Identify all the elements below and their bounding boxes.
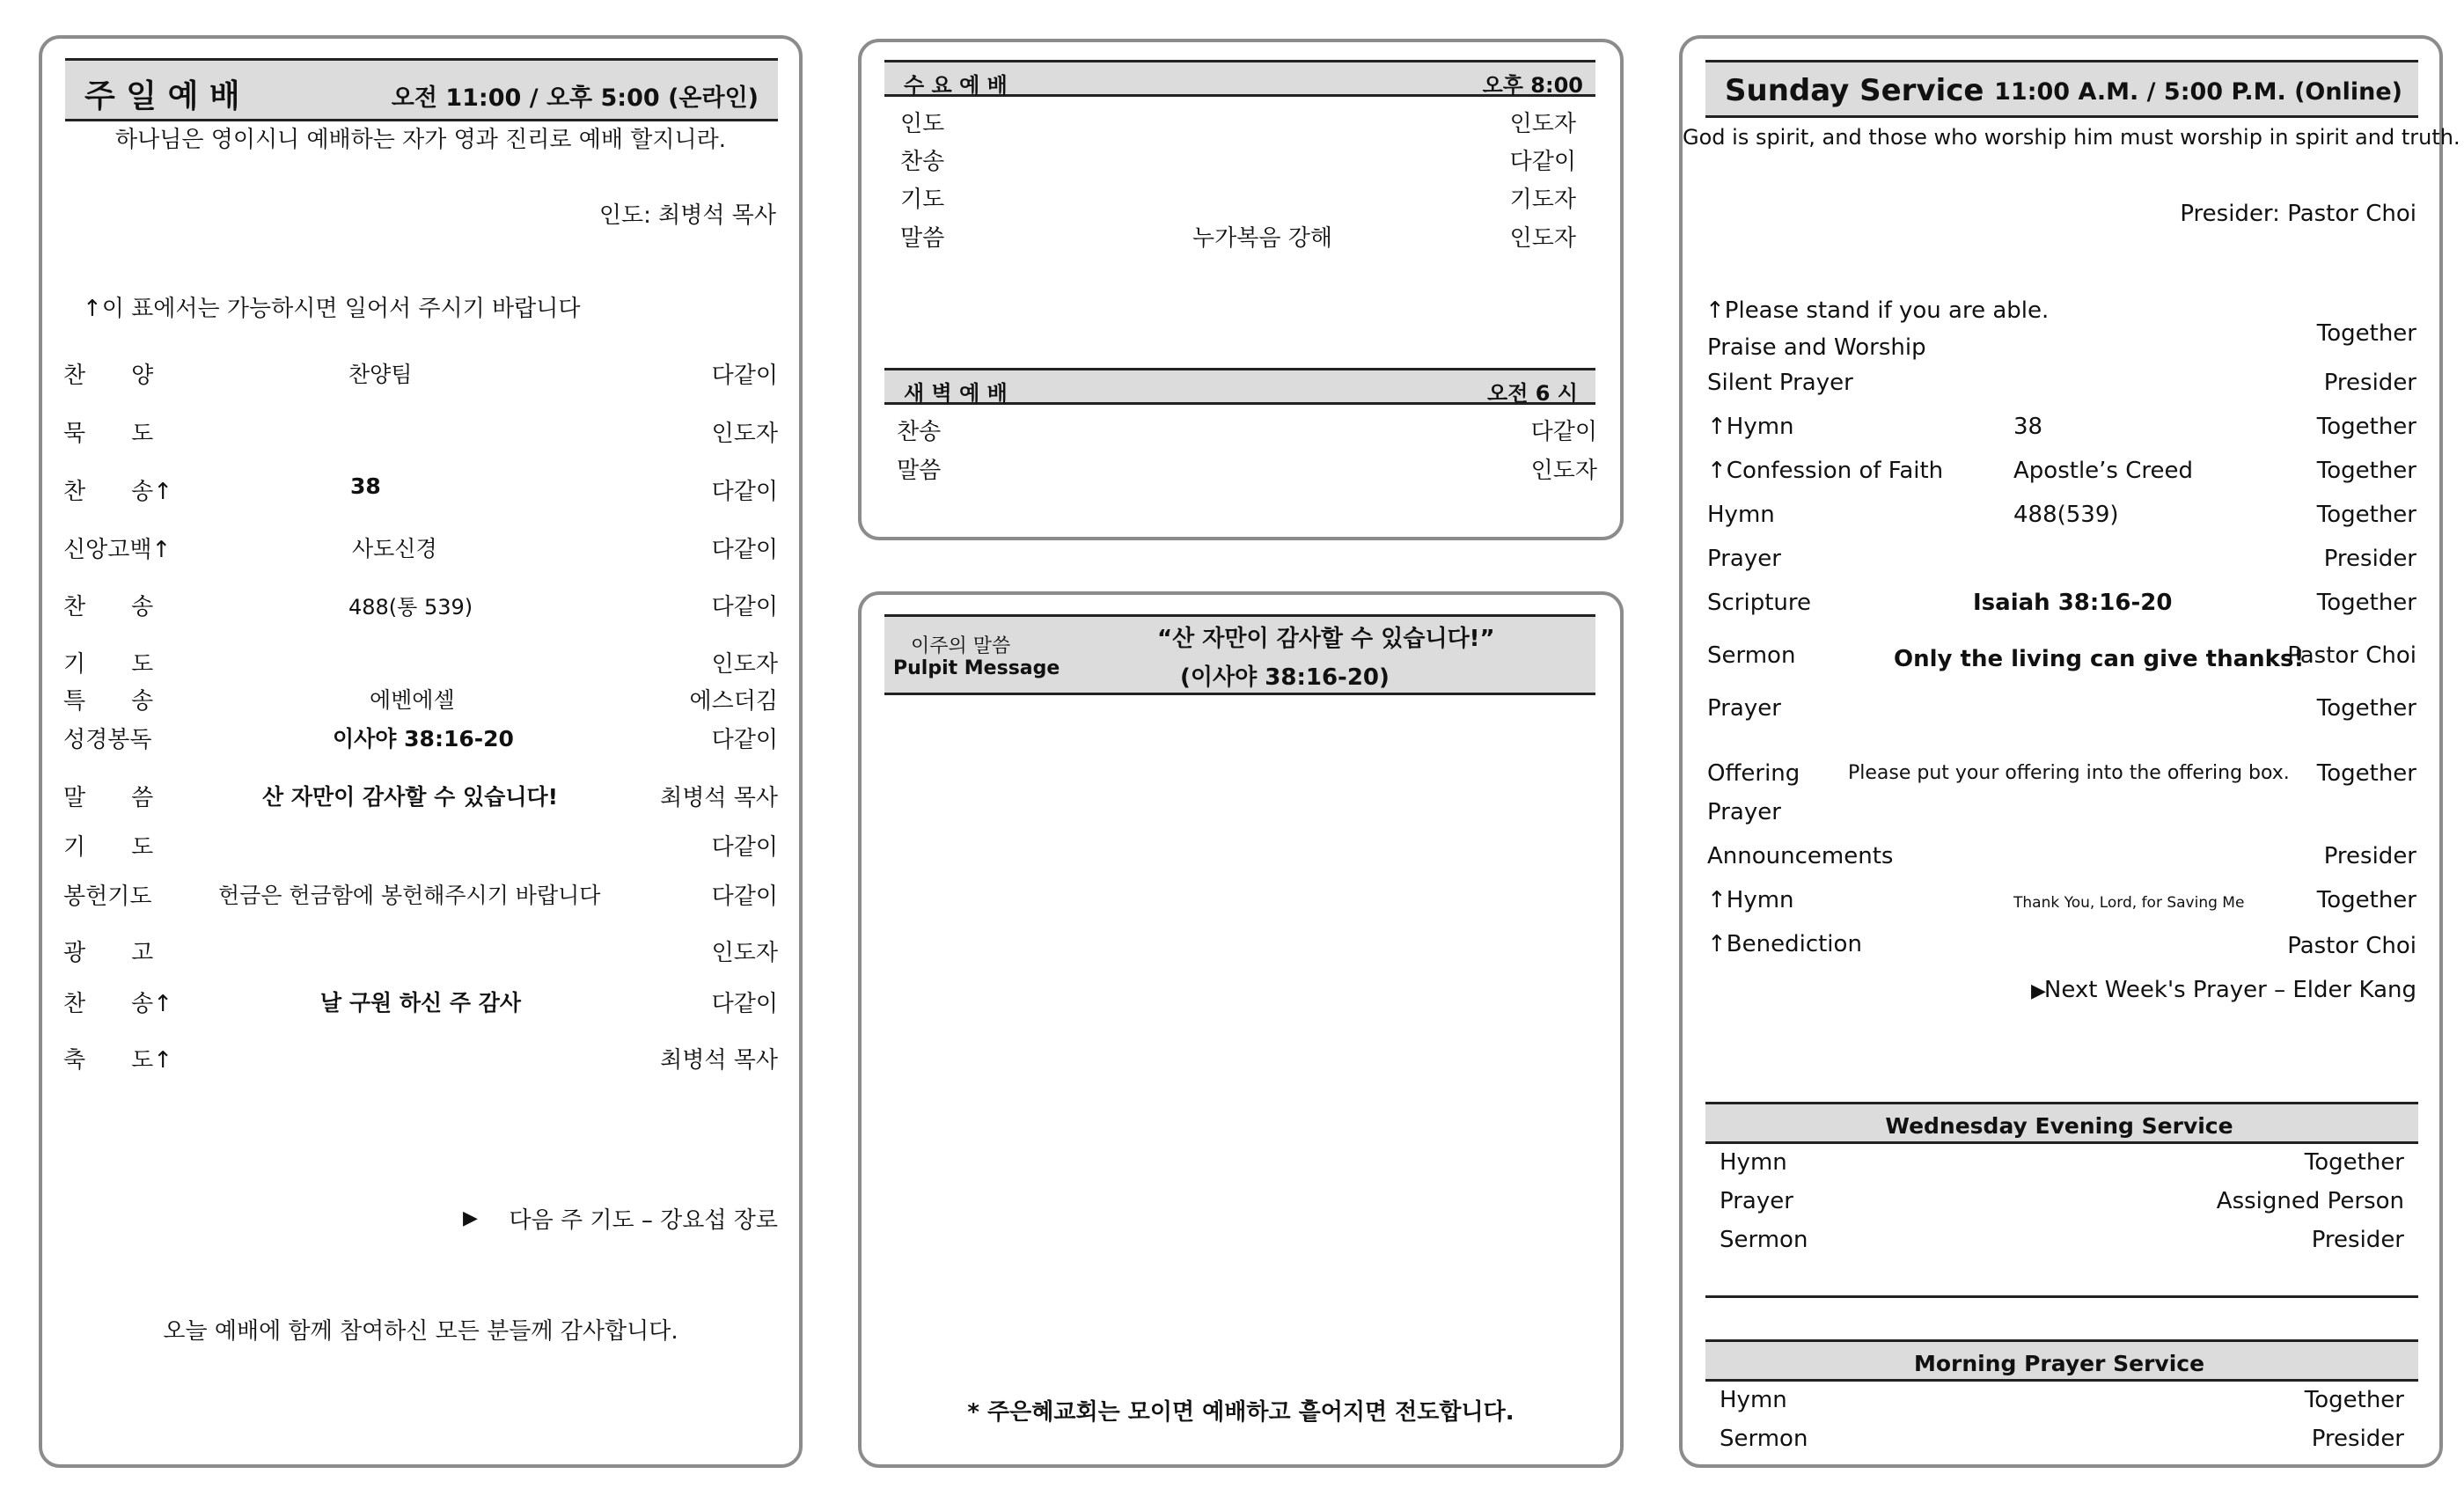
pulpit-header bbox=[884, 614, 1595, 695]
church-motto: * 주은혜교회는 모이면 예배하고 흩어지면 전도합니다. bbox=[967, 1399, 1514, 1426]
pulpit-label-en: Pulpit Message bbox=[893, 657, 1060, 679]
presider: 인도: 최병석 목사 bbox=[598, 202, 776, 229]
service-time: 오전 11:00 / 오후 5:00 (온라인) bbox=[391, 84, 759, 112]
english-next-week-prayer: Next Week's Prayer – Elder Kang bbox=[2043, 977, 2416, 1003]
wednesday-time: 오후 8:00 bbox=[1482, 73, 1583, 98]
panel-pulpit-message bbox=[858, 591, 1624, 1468]
english-verse: God is spirit, and those who worship him must worship in spirit and truth. bbox=[1683, 125, 2460, 150]
panel-english-sunday: Sunday Service 11:00 A.M. / 5:00 P.M. (Online) God is spirit, and those who worship him must worship in spirit and truth. Presider: Pastor Choi ↑Please stand if you are able. Praise and Worship Together Silent Prayer Presider ↑Hymn 38 Together ↑Confession of Faith Apostle’s Creed Together Hymn 488(539) Together Prayer Presider Scripture Isaiah 38:16-20 Together Sermon Only the living can give thanks! Pastor Choi Prayer Together Offering Please put your offering into the offering box. Together Prayer Announcements Presider ↑Hymn Thank You, Lord, for Saving Me Together ↑Benediction Pastor Choi ▶ Next Week's Prayer – Elder Kang Wednesday Evening Service Hymn Together Prayer Assigned Person Sermon Presider Morning Prayer Service Hymn Together Sermon Presider bbox=[1679, 35, 2443, 1468]
scripture-verse: 하나님은 영이시니 예배하는 자가 영과 진리로 예배 할지니라. bbox=[114, 127, 727, 153]
english-service-time: 11:00 A.M. / 5:00 P.M. (Online) bbox=[1994, 78, 2402, 106]
pulpit-reference: (이사야 38:16-20) bbox=[1180, 664, 1390, 691]
triangle-right-icon: ▶ bbox=[2031, 980, 2046, 1002]
pulpit-label-kr: 이주의 말씀 bbox=[911, 635, 1011, 657]
page-title: 주 일 예 배 bbox=[84, 78, 240, 114]
korean-sunday-header bbox=[65, 58, 778, 121]
panel-korean-sunday: 주 일 예 배 오전 11:00 / 오후 5:00 (온라인) 하나님은 영이시니 예배하는 자가 영과 진리로 예배 할지니라. 인도: 최병석 목사 ↑이 표에서는 가능하시면 일어서 주시기 바랍니다 찬 양 찬양팀 다같이 묵 도 인도자 찬 송↑ 38 다같이 신앙고백↑ 사도신경 다같이 찬 송 488(통 539) 다같이 기 도 인도자 특 송 에벤에셀 에스더김 성경봉독 이사야 38:16-20 다같이 말 씀 산 자만이 감사할 수 있습니다! 최병석 목사 기 도 다같이 봉헌기도 헌금은 헌금함에 봉헌해주시기 바랍니다 다같이 광 고 인도자 찬 송↑ 날 구원 하신 주 감사 다같이 축 도↑ 최병석 목사 ▶ 다음 주 기도 – 강요섭 장로 오늘 예배에 함께 참여하신 모든 분들께 감사합니다. bbox=[39, 35, 803, 1468]
panel-weekday-korean: 수 요 예 배 오후 8:00 인도 인도자 찬송 다같이 기도 기도자 말씀 누가복음 강해 인도자 새 벽 예 배 오전 6 시 찬송 다같이 말씀 인도자 bbox=[858, 39, 1624, 540]
english-presider: Presider: Pastor Choi bbox=[2180, 201, 2416, 227]
stand-note: ↑이 표에서는 가능하시면 일어서 주시기 바랍니다 bbox=[83, 296, 581, 322]
divider bbox=[1705, 1295, 2418, 1298]
english-stand-note: ↑Please stand if you are able. bbox=[1705, 297, 2050, 324]
morning-prayer-header bbox=[1705, 1339, 2418, 1382]
pulpit-quote: “산 자만이 감사할 수 있습니다!” bbox=[1157, 626, 1495, 652]
english-sunday-header bbox=[1705, 60, 2418, 118]
wednesday-evening-title: Wednesday Evening Service bbox=[1885, 1113, 2233, 1139]
dawn-title: 새 벽 예 배 bbox=[904, 381, 1008, 406]
dawn-time: 오전 6 시 bbox=[1487, 381, 1578, 406]
wednesday-header bbox=[884, 60, 1595, 97]
morning-prayer-title: Morning Prayer Service bbox=[1913, 1351, 2205, 1376]
next-week-prayer: 다음 주 기도 – 강요섭 장로 bbox=[509, 1207, 778, 1234]
thanks-note: 오늘 예배에 함께 참여하신 모든 분들께 감사합니다. bbox=[163, 1318, 678, 1345]
wednesday-title: 수 요 예 배 bbox=[904, 73, 1008, 98]
english-title: Sunday Service bbox=[1725, 73, 1984, 108]
dawn-header bbox=[884, 368, 1595, 405]
triangle-right-icon: ▶ bbox=[463, 1207, 478, 1229]
wednesday-evening-header bbox=[1705, 1102, 2418, 1144]
